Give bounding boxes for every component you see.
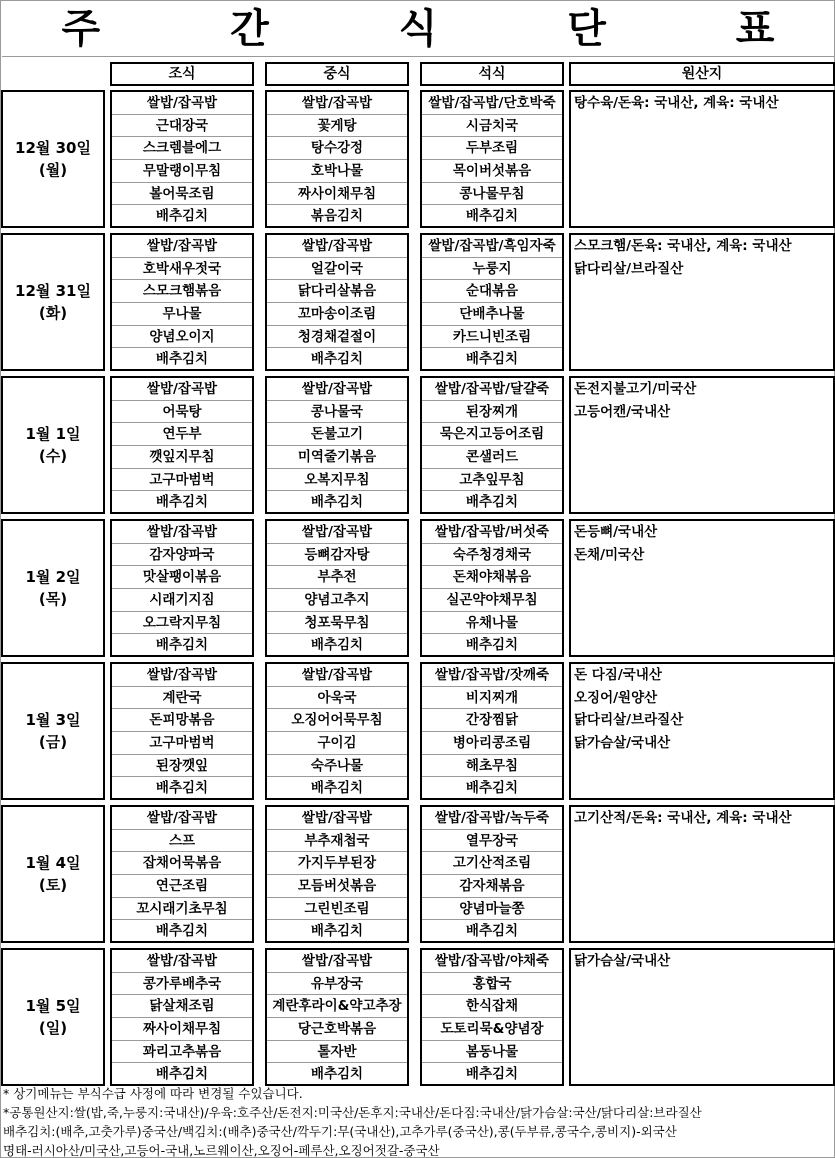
menu-item: 배추김치 — [465, 208, 519, 225]
menu-item: 꼬시래기초무침 — [112, 898, 252, 921]
menu-item: 유채나물 — [422, 612, 562, 635]
menu-item: 묵은지고등어조림 — [422, 423, 562, 446]
weekday-label: (금) — [38, 733, 68, 751]
dinner-menu — [420, 948, 564, 1086]
origin-info — [569, 948, 835, 1086]
footnote-line: 명태-러시아산/미국산,고등어-국내,노르웨이산,오징어-페루산,오징어젓갈-중국산 — [3, 1143, 440, 1158]
menu-item: 돈피망볶음 — [112, 709, 252, 732]
menu-item: 고기산적조림 — [422, 852, 562, 875]
day-date — [1, 948, 105, 1086]
menu-item: 양념마늘쫑 — [422, 898, 562, 921]
footnote-line: 배추김치:(배추,고춧가루)중국산/백김치:(배추)중국산/깍두기:무(국내산),고추가루(중국산),콩(두부류,콩국수,콩비지)-외국산 — [3, 1124, 677, 1139]
footnote-line: *공통원산지:쌀(밥,죽,누룽지:국내산)/우육:호주산/돈전지:미국산/돈후지:국내산/돈다짐:국내산/닭가슴살:국산/닭다리살:브라질산 — [3, 1105, 702, 1120]
lunch-menu — [265, 90, 409, 228]
menu-item: 목이버섯볶음 — [422, 160, 562, 183]
menu-item: 톨자반 — [267, 1041, 407, 1064]
dinner-menu — [420, 662, 564, 800]
menu-item: 쌀밥/잡곡밥/잣깨죽 — [422, 664, 562, 687]
menu-item: 쌀밥/잡곡밥 — [112, 807, 252, 830]
menu-item: 홍합국 — [422, 973, 562, 996]
footnote-line: * 상기메뉴는 부식수급 사정에 따라 변경될 수있습니다. — [3, 1086, 303, 1101]
menu-item: 닭다리살볶음 — [267, 280, 407, 303]
menu-item: 봄동나물 — [422, 1041, 562, 1064]
day-date — [1, 233, 105, 371]
menu-item: 구이김 — [267, 732, 407, 755]
menu-item: 한식잡채 — [422, 995, 562, 1018]
menu-item: 오복지무침 — [267, 469, 407, 492]
menu-item: 깻잎지무침 — [112, 446, 252, 469]
menu-item: 콩가루배추국 — [112, 973, 252, 996]
menu-item: 쌀밥/잡곡밥 — [267, 664, 407, 687]
weekday-label: (화) — [38, 304, 68, 322]
dinner-menu — [420, 805, 564, 943]
menu-item: 배추김치 — [310, 780, 364, 797]
weekday-label: (일) — [38, 1019, 68, 1037]
menu-item: 시래기지짐 — [112, 589, 252, 612]
lunch-menu — [265, 805, 409, 943]
origin-info — [569, 90, 835, 228]
lunch-menu — [265, 519, 409, 657]
date-label: 1월 5일 — [25, 997, 81, 1015]
menu-item: 실곤약야채무침 — [422, 589, 562, 612]
menu-item: 배추김치 — [310, 923, 364, 940]
menu-item: 배추김치 — [155, 1066, 209, 1083]
lunch-menu — [265, 376, 409, 514]
menu-item: 돈채야채볶음 — [422, 566, 562, 589]
menu-item: 쌀밥/잡곡밥 — [112, 521, 252, 544]
menu-item: 근대장국 — [112, 115, 252, 138]
date-label: 1월 4일 — [25, 854, 81, 872]
origin-info — [569, 805, 835, 943]
menu-item: 도토리묵&양념장 — [422, 1018, 562, 1041]
menu-item: 단배추나물 — [422, 303, 562, 326]
origin-info — [569, 662, 835, 800]
menu-item: 맛살팽이볶음 — [112, 566, 252, 589]
menu-item: 순대볶음 — [422, 280, 562, 303]
menu-item: 미역줄기볶음 — [267, 446, 407, 469]
day-date — [1, 805, 105, 943]
menu-item: 가지두부된장 — [267, 852, 407, 875]
menu-item: 쌀밥/잡곡밥 — [267, 378, 407, 401]
origin-line: 탕수육/돈육: 국내산, 계육: 국내산 — [574, 95, 779, 111]
origin-info — [569, 519, 835, 657]
menu-item: 두부조림 — [422, 137, 562, 160]
menu-item: 부추재첩국 — [267, 830, 407, 853]
origin-line: 돈 다짐/국내산 — [574, 667, 662, 683]
menu-item: 고구마범벅 — [112, 732, 252, 755]
menu-item: 배추김치 — [155, 351, 209, 368]
header-origin: 원산지 — [569, 62, 835, 86]
weekday-label: (토) — [38, 876, 68, 894]
menu-item: 쌀밥/잡곡밥 — [112, 235, 252, 258]
menu-item: 계란후라이&약고추장 — [267, 995, 407, 1018]
lunch-menu — [265, 948, 409, 1086]
weekday-label: (월) — [38, 161, 68, 179]
origin-line: 닭가슴살/국내산 — [574, 953, 671, 969]
menu-item: 돈불고기 — [267, 423, 407, 446]
lunch-menu — [265, 233, 409, 371]
menu-item: 쌀밥/잡곡밥 — [112, 378, 252, 401]
menu-item: 배추김치 — [155, 780, 209, 797]
menu-item: 짜사이채무침 — [112, 1018, 252, 1041]
menu-item: 쌀밥/잡곡밥 — [112, 92, 252, 115]
dinner-menu — [420, 233, 564, 371]
menu-item: 쌀밥/잡곡밥/야채죽 — [422, 950, 562, 973]
header-breakfast: 조식 — [110, 62, 254, 86]
menu-item: 양념고추지 — [267, 589, 407, 612]
menu-item: 배추김치 — [155, 494, 209, 511]
menu-item: 꼬마송이조림 — [267, 303, 407, 326]
menu-item: 콘샐러드 — [422, 446, 562, 469]
origin-line: 닭가슴살/국내산 — [574, 735, 671, 752]
menu-item: 오그락지무침 — [112, 612, 252, 635]
origin-line: 돈채/미국산 — [574, 546, 645, 563]
breakfast-menu — [110, 90, 254, 228]
menu-item: 쌀밥/잡곡밥 — [267, 92, 407, 115]
menu-item: 누룽지 — [422, 258, 562, 281]
date-label: 12월 31일 — [15, 282, 91, 300]
day-date — [1, 376, 105, 514]
menu-item: 청포묵무침 — [267, 612, 407, 635]
menu-item: 닭살채조림 — [112, 995, 252, 1018]
origin-line: 스모크햄/돈육: 국내산, 계육: 국내산 — [574, 238, 792, 254]
menu-item: 숙주청경채국 — [422, 544, 562, 567]
menu-item: 연근조림 — [112, 875, 252, 898]
menu-item: 호박나물 — [267, 160, 407, 183]
menu-item: 오징어어묵무침 — [267, 709, 407, 732]
menu-item: 비지찌개 — [422, 687, 562, 710]
menu-item: 감자채볶음 — [422, 875, 562, 898]
menu-item: 유부장국 — [267, 973, 407, 996]
menu-item: 모듬버섯볶음 — [267, 875, 407, 898]
origin-line: 오징어/원양산 — [574, 689, 658, 706]
menu-item: 아욱국 — [267, 687, 407, 710]
menu-item: 쌀밥/잡곡밥 — [267, 807, 407, 830]
menu-item: 배추김치 — [465, 494, 519, 511]
menu-item: 쌀밥/잡곡밥/흑임자죽 — [422, 235, 562, 258]
menu-item: 고추잎무침 — [422, 469, 562, 492]
breakfast-menu — [110, 233, 254, 371]
origin-line: 돈등뼈/국내산 — [574, 524, 658, 540]
menu-item: 쌀밥/잡곡밥/버섯죽 — [422, 521, 562, 544]
menu-item: 쌀밥/잡곡밥 — [267, 235, 407, 258]
breakfast-menu — [110, 519, 254, 657]
menu-item: 된장찌개 — [422, 401, 562, 424]
menu-item: 꽈리고추볶음 — [112, 1041, 252, 1064]
menu-item: 스모크햄볶음 — [112, 280, 252, 303]
lunch-menu — [265, 662, 409, 800]
menu-item: 콩나물국 — [267, 401, 407, 424]
menu-item: 쌀밥/잡곡밥/달걀죽 — [422, 378, 562, 401]
menu-item: 열무장국 — [422, 830, 562, 853]
menu-item: 쌀밥/잡곡밥/녹두죽 — [422, 807, 562, 830]
header-dinner: 석식 — [420, 62, 564, 86]
menu-item: 계란국 — [112, 687, 252, 710]
menu-item: 고구마범벅 — [112, 469, 252, 492]
menu-item: 연두부 — [112, 423, 252, 446]
menu-item: 콩나물무침 — [422, 183, 562, 206]
page-title: 주 간 식 단 표 — [2, 2, 834, 57]
dinner-menu — [420, 376, 564, 514]
origin-line: 닭다리살/브라질산 — [574, 260, 684, 277]
weekday-label: (수) — [38, 447, 68, 465]
dinner-menu — [420, 519, 564, 657]
menu-item: 시금치국 — [422, 115, 562, 138]
dinner-menu — [420, 90, 564, 228]
menu-item: 카드니빈조림 — [422, 326, 562, 349]
menu-item: 청경채겉절이 — [267, 326, 407, 349]
menu-item: 간장찜닭 — [422, 709, 562, 732]
menu-item: 병아리콩조림 — [422, 732, 562, 755]
menu-item: 무나물 — [112, 303, 252, 326]
menu-item: 배추김치 — [310, 351, 364, 368]
menu-item: 된장깻잎 — [112, 755, 252, 778]
menu-item: 무말랭이무침 — [112, 160, 252, 183]
header-lunch: 중식 — [265, 62, 409, 86]
menu-item: 배추김치 — [155, 923, 209, 940]
menu-item: 꽃게탕 — [267, 115, 407, 138]
menu-item: 등뼈감자탕 — [267, 544, 407, 567]
menu-item: 양념오이지 — [112, 326, 252, 349]
weekday-label: (목) — [38, 590, 68, 608]
menu-item: 스크렘블에그 — [112, 137, 252, 160]
menu-item: 호박새우젓국 — [112, 258, 252, 281]
day-date — [1, 90, 105, 228]
breakfast-menu — [110, 662, 254, 800]
menu-item: 짜사이채무침 — [267, 183, 407, 206]
menu-item: 탕수강정 — [267, 137, 407, 160]
menu-item: 배추김치 — [310, 1066, 364, 1083]
breakfast-menu — [110, 805, 254, 943]
menu-item: 감자양파국 — [112, 544, 252, 567]
menu-item: 그린빈조림 — [267, 898, 407, 921]
origin-line: 고기산적/돈육: 국내산, 계육: 국내산 — [574, 810, 792, 826]
menu-item: 부추전 — [267, 566, 407, 589]
menu-item: 배추김치 — [465, 923, 519, 940]
menu-item: 스프 — [112, 830, 252, 853]
menu-item: 배추김치 — [155, 208, 209, 225]
menu-item: 쌀밥/잡곡밥 — [112, 950, 252, 973]
footnotes — [3, 1084, 834, 1158]
origin-info — [569, 376, 835, 514]
menu-item: 쌀밥/잡곡밥/단호박죽 — [422, 92, 562, 115]
menu-item: 배추김치 — [465, 637, 519, 654]
menu-item: 배추김치 — [310, 637, 364, 654]
date-label: 1월 2일 — [25, 568, 81, 586]
menu-item: 잡채어묵볶음 — [112, 852, 252, 875]
date-label: 12월 30일 — [15, 139, 91, 157]
menu-item: 얼갈이국 — [267, 258, 407, 281]
origin-line: 고등어캔/국내산 — [574, 403, 671, 420]
breakfast-menu — [110, 948, 254, 1086]
date-label: 1월 1일 — [25, 425, 81, 443]
origin-info — [569, 233, 835, 371]
menu-item: 배추김치 — [155, 637, 209, 654]
menu-item: 쌀밥/잡곡밥 — [267, 521, 407, 544]
menu-item: 배추김치 — [310, 494, 364, 511]
menu-item: 쌀밥/잡곡밥 — [267, 950, 407, 973]
menu-item: 볼어묵조림 — [112, 183, 252, 206]
menu-item: 숙주나물 — [267, 755, 407, 778]
breakfast-menu — [110, 376, 254, 514]
origin-line: 닭다리살/브라질산 — [574, 712, 684, 729]
day-date — [1, 519, 105, 657]
day-date — [1, 662, 105, 800]
menu-item: 배추김치 — [465, 351, 519, 368]
date-label: 1월 3일 — [25, 711, 81, 729]
menu-item: 쌀밥/잡곡밥 — [112, 664, 252, 687]
menu-item: 볶음김치 — [310, 208, 364, 225]
origin-line: 돈전지불고기/미국산 — [574, 381, 697, 397]
menu-item: 배추김치 — [465, 780, 519, 797]
menu-item: 어묵탕 — [112, 401, 252, 424]
menu-item: 해초무침 — [422, 755, 562, 778]
menu-item: 당근호박볶음 — [267, 1018, 407, 1041]
menu-item: 배추김치 — [465, 1066, 519, 1083]
